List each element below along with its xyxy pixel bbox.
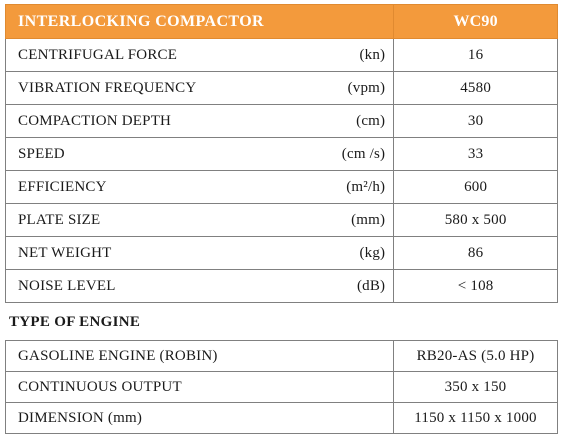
engine-label: CONTINUOUS OUTPUT	[6, 372, 394, 403]
spec-value: 600	[394, 171, 558, 204]
table-row	[6, 171, 558, 204]
model-name: WC90	[394, 5, 558, 39]
spec-unit: (cm)	[356, 112, 386, 129]
table-row	[6, 372, 558, 403]
spec-unit: (kn)	[359, 46, 386, 63]
table-row	[6, 204, 558, 237]
table-row	[6, 403, 558, 434]
spec-label: SPEED	[18, 145, 65, 162]
table-row	[6, 72, 558, 105]
spec-value: < 108	[394, 270, 558, 303]
spec-value: 16	[394, 39, 558, 72]
engine-label: DIMENSION (mm)	[6, 403, 394, 434]
engine-value: RB20-AS (5.0 HP)	[393, 341, 557, 372]
spec-unit: (mm)	[351, 211, 386, 228]
engine-section-title: TYPE OF ENGINE	[9, 314, 141, 330]
spec-value: 33	[394, 138, 558, 171]
table-row	[6, 39, 558, 72]
spec-table	[5, 4, 558, 303]
spec-value: 86	[394, 237, 558, 270]
table-row	[6, 237, 558, 270]
spec-value: 580 x 500	[394, 204, 558, 237]
table-row	[6, 270, 558, 303]
product-title: INTERLOCKING COMPACTOR	[6, 5, 394, 39]
spec-label: EFFICIENCY	[18, 178, 107, 195]
spec-value: 30	[394, 105, 558, 138]
table-row	[6, 341, 558, 372]
spec-value: 4580	[394, 72, 558, 105]
spec-unit: (m²/h)	[346, 178, 386, 195]
engine-value: 1150 x 1150 x 1000	[393, 403, 557, 434]
spec-label: PLATE SIZE	[18, 211, 101, 228]
table-row	[6, 105, 558, 138]
engine-label: GASOLINE ENGINE (ROBIN)	[6, 341, 394, 372]
spec-unit: (vpm)	[347, 79, 386, 96]
spec-label: NOISE LEVEL	[18, 277, 116, 294]
spec-label: COMPACTION DEPTH	[18, 112, 172, 129]
spec-unit: (dB)	[356, 277, 386, 294]
table-row	[6, 138, 558, 171]
spec-unit: (cm /s)	[341, 145, 386, 162]
engine-table	[5, 340, 558, 434]
spec-label: VIBRATION FREQUENCY	[18, 79, 197, 96]
table-header	[6, 5, 558, 39]
spec-label: NET WEIGHT	[18, 244, 112, 261]
engine-value: 350 x 150	[393, 372, 557, 403]
spec-label: CENTRIFUGAL FORCE	[18, 46, 178, 63]
spec-unit: (kg)	[359, 244, 386, 261]
